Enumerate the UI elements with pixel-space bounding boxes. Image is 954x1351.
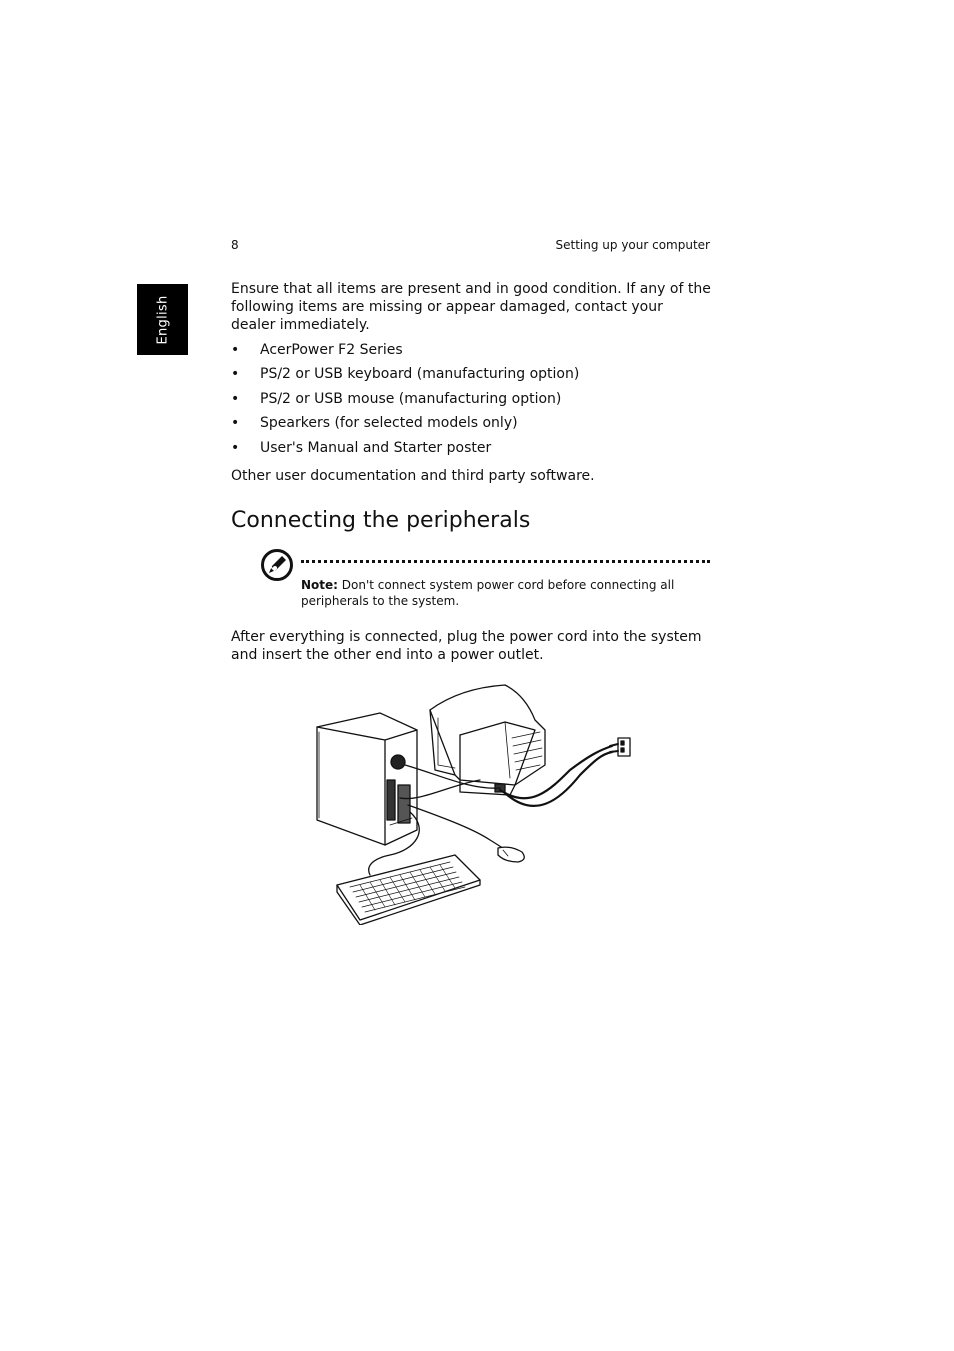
language-tab [137, 284, 188, 355]
keyboard [337, 855, 480, 925]
bullet-icon: • [231, 439, 240, 456]
note-pencil-icon [260, 548, 294, 582]
list-item: • PS/2 or USB mouse (manufacturing option) [231, 390, 562, 407]
list-item: • AcerPower F2 Series [231, 342, 403, 358]
peripheral-connection-illustration [300, 680, 645, 925]
system-unit [317, 713, 417, 845]
power-outlet [610, 738, 630, 756]
mouse [498, 847, 524, 862]
note-body: Don't connect system power cord before connecting all peripherals to the system. [301, 578, 675, 608]
list-item: • PS/2 or USB keyboard (manufacturing option) [231, 366, 580, 383]
list-item: • User's Manual and Starter poster [231, 439, 492, 456]
language-tab-label: English [155, 294, 170, 345]
intro-paragraph: Ensure that all items are present and in good condition. If any of the following items are missing or appear damaged, contact your dealer immediately. [231, 281, 711, 333]
bullet-icon: • [231, 342, 240, 358]
after-paragraph: After everything is connected, plug the power cord into the system and insert the other end into a power outlet. [231, 629, 702, 663]
page-number: 8 [231, 238, 239, 252]
section-title: Connecting the peripherals [231, 508, 531, 533]
other-paragraph: Other user documentation and third party software. [231, 468, 595, 484]
list-item: • Spearkers (for selected models only) [231, 415, 518, 432]
bullet-icon: • [231, 366, 240, 383]
bullet-icon: • [231, 415, 240, 432]
package-contents-list [231, 341, 579, 463]
note-label: Note: [301, 578, 338, 592]
bullet-icon: • [231, 390, 240, 407]
note-text [301, 577, 711, 609]
running-header: Setting up your computer [555, 238, 710, 252]
note-divider [301, 560, 710, 563]
